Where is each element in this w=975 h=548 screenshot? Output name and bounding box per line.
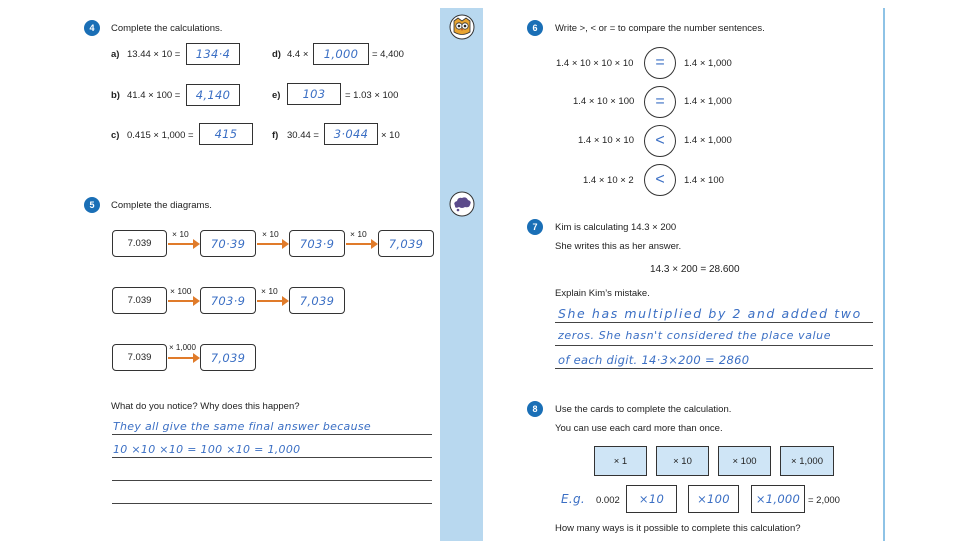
q8-title: Use the cards to complete the calculation. (555, 404, 732, 415)
q4-b-answer-box[interactable] (186, 84, 240, 106)
q8-card-2-label: × 10 (673, 455, 692, 467)
q8-answer-3: ×1,000 (755, 492, 801, 506)
q5-writing-line-3 (112, 480, 432, 481)
q4-c-label: c) (111, 130, 120, 141)
q6-r1-symbol-circle[interactable] (644, 47, 676, 79)
q5-r2-start: 7.039 (127, 295, 152, 306)
q5-r2-arrow2 (257, 300, 287, 302)
q4-a-prefix: 13.44 × 10 = (127, 49, 181, 60)
q4-b-label: b) (111, 90, 120, 101)
q5-writing-line-2 (112, 457, 432, 458)
q6-r4-left: 1.4 × 10 × 2 (583, 175, 634, 186)
q6-r1-left: 1.4 × 10 × 10 × 10 (556, 58, 634, 69)
q4-d-prefix: 4.4 × (287, 49, 309, 60)
q5-r1-answer3: 7,039 (388, 236, 424, 251)
owl-icon (449, 14, 475, 40)
q5-r1-arrow3 (346, 243, 376, 245)
q6-title: Write >, < or = to compare the number sentences. (555, 23, 765, 34)
q5-r1-arrow1 (168, 243, 198, 245)
q6-r2-symbol-circle[interactable] (644, 86, 676, 118)
q6-r2-symbol: = (655, 93, 665, 110)
q7-writing-line-1 (555, 322, 873, 323)
q5-r2-arrow1 (168, 300, 198, 302)
q8-answer-box-3[interactable] (751, 485, 805, 513)
question-number-8: 8 (527, 401, 543, 417)
question-number-5: 5 (84, 197, 100, 213)
q4-d-label: d) (272, 49, 281, 60)
q6-r1-right: 1.4 × 1,000 (684, 58, 732, 69)
q5-r3-start: 7.039 (127, 352, 152, 363)
q5-r3-answer1-box[interactable] (200, 344, 256, 371)
q6-r3-symbol-circle[interactable] (644, 125, 676, 157)
q8-card-4-label: × 1,000 (791, 455, 823, 467)
q5-r1-answer3-box[interactable] (378, 230, 434, 257)
q8-card-3-label: × 100 (732, 455, 757, 467)
q4-f-prefix: 30.44 = (287, 130, 319, 141)
q8-start: 0.002 (596, 495, 620, 506)
q7-line1: Kim is calculating 14.3 × 200 (555, 222, 677, 233)
q5-r1-answer2-box[interactable] (289, 230, 345, 257)
q7-equation: 14.3 × 200 = 28.600 (650, 264, 740, 275)
q4-b-prefix: 41.4 × 100 = (127, 90, 181, 101)
q8-subtitle: You can use each card more than once. (555, 423, 723, 434)
q6-r2-left: 1.4 × 10 × 100 (573, 96, 635, 107)
q5-r1-answer1-box[interactable] (200, 230, 256, 257)
q5-r2-op2: × 10 (261, 286, 278, 296)
q4-e-label: e) (272, 90, 281, 101)
q8-answer-box-2[interactable] (688, 485, 739, 513)
q5-answer-line-1: They all give the same final answer because (113, 420, 371, 433)
q8-answer-box-1[interactable] (626, 485, 677, 513)
q5-r2-answer1: 703·9 (210, 293, 246, 308)
q4-f-label: f) (272, 130, 279, 141)
question-number-7: 7 (527, 219, 543, 235)
q5-r1-answer2: 703·9 (299, 236, 335, 251)
q8-eg-label: E.g. (561, 492, 586, 506)
q4-title: Complete the calculations. (111, 23, 223, 34)
q5-r3-answer1: 7,039 (210, 350, 246, 365)
q4-c-prefix: 0.415 × 1,000 = (127, 130, 194, 141)
q5-r1-op1: × 10 (172, 229, 189, 239)
q8-card-1[interactable] (594, 446, 647, 476)
q6-r4-symbol-circle[interactable] (644, 164, 676, 196)
q4-f-suffix: × 10 (381, 130, 400, 141)
thinking-cloud-icon (449, 191, 475, 217)
q4-c-answer-box[interactable] (199, 123, 253, 145)
q5-r1-start-box (112, 230, 167, 257)
question-number-6: 6 (527, 20, 543, 36)
q6-r2-right: 1.4 × 1,000 (684, 96, 732, 107)
q7-prompt: Explain Kim’s mistake. (555, 288, 650, 299)
q5-r1-start: 7.039 (127, 238, 152, 249)
q4-e-suffix: = 1.03 × 100 (345, 90, 399, 101)
q5-r1-arrow2 (257, 243, 287, 245)
q6-r3-symbol: < (655, 132, 665, 149)
q5-r3-arrow1 (168, 357, 198, 359)
q7-line2: She writes this as her answer. (555, 241, 682, 252)
q7-writing-line-2 (555, 345, 873, 346)
q5-question: What do you notice? Why does this happen? (111, 401, 300, 412)
q4-e-answer: 103 (302, 87, 326, 101)
q4-a-answer: 134·4 (195, 47, 231, 61)
q8-answer-1: ×10 (638, 492, 665, 506)
q5-r1-answer1: 70·39 (210, 236, 246, 251)
question-number-4: 4 (84, 20, 100, 36)
q8-card-1-label: × 1 (613, 455, 628, 467)
q6-r1-symbol: = (655, 54, 665, 71)
q7-answer-line-2: zeros. She hasn't considered the place value (558, 329, 832, 342)
q6-r4-right: 1.4 × 100 (684, 175, 724, 186)
q5-r1-op3: × 10 (350, 229, 367, 239)
q6-r4-symbol: < (655, 171, 665, 188)
q5-answer-line-2: 10 ×10 ×10 = 100 ×10 = 1,000 (113, 443, 301, 456)
q5-r2-answer1-box[interactable] (200, 287, 256, 314)
q4-e-answer-box[interactable] (287, 83, 341, 105)
q4-d-suffix: = 4,400 (372, 49, 404, 60)
q5-r2-start-box (112, 287, 167, 314)
q5-writing-line-4 (112, 503, 432, 504)
q8-card-4[interactable] (780, 446, 834, 476)
page-divider-stripe (440, 8, 483, 541)
q8-answer-2: ×100 (697, 492, 730, 506)
q4-b-answer: 4,140 (195, 88, 231, 102)
q5-r2-op1: × 100 (170, 286, 192, 296)
q5-r2-answer2-box[interactable] (289, 287, 345, 314)
q5-title: Complete the diagrams. (111, 200, 212, 211)
q7-answer-line-1: She has multiplied by 2 and added two (558, 306, 862, 321)
q4-d-answer: 1,000 (323, 47, 359, 61)
q5-r3-start-box (112, 344, 167, 371)
right-margin-line (883, 8, 885, 541)
q4-a-label: a) (111, 49, 120, 60)
q4-d-answer-box[interactable] (313, 43, 369, 65)
q8-card-2[interactable] (656, 446, 709, 476)
q6-r3-right: 1.4 × 1,000 (684, 135, 732, 146)
q8-question: How many ways is it possible to complete this calculation? (555, 523, 801, 534)
q5-r1-op2: × 10 (262, 229, 279, 239)
q8-result: = 2,000 (808, 495, 840, 506)
q4-a-answer-box[interactable] (186, 43, 240, 65)
q7-answer-line-3: of each digit. 14·3×200 = 2860 (558, 353, 750, 367)
q7-writing-line-3 (555, 368, 873, 369)
q5-writing-line-1 (112, 434, 432, 435)
q5-r3-op1: × 1,000 (169, 343, 196, 352)
q4-f-answer: 3·044 (333, 127, 369, 141)
q4-c-answer: 415 (214, 127, 238, 141)
q4-f-answer-box[interactable] (324, 123, 378, 145)
q6-r3-left: 1.4 × 10 × 10 (578, 135, 634, 146)
q5-r2-answer2: 7,039 (299, 293, 335, 308)
q8-card-3[interactable] (718, 446, 771, 476)
